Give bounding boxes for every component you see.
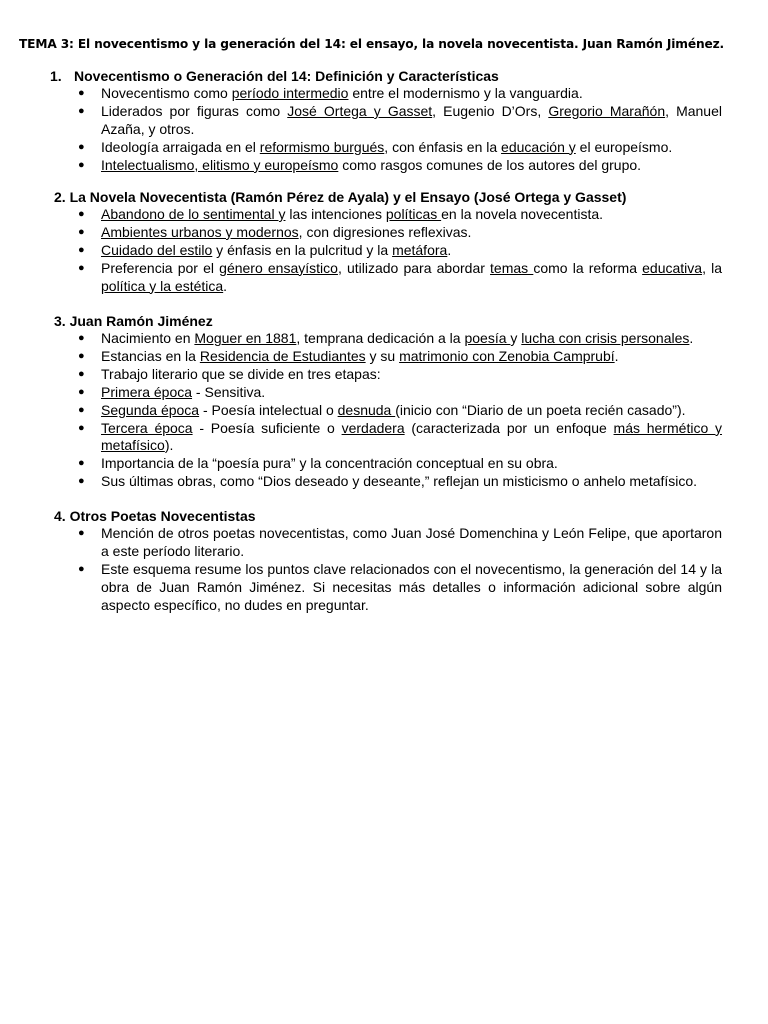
bullet-icon: ● — [78, 457, 85, 470]
section-heading: 4. Otros Poetas Novecentistas — [54, 508, 256, 524]
underlined-text: Gregorio Marañón — [548, 102, 666, 119]
bullet-icon: ● — [78, 158, 85, 171]
list-item — [54, 224, 722, 242]
underlined-text: género ensayístico — [219, 259, 338, 276]
text-run: Trabajo literario que se divide en tres etapas: — [101, 365, 381, 382]
section-3 — [54, 312, 722, 491]
list-item — [54, 330, 722, 348]
underlined-text: Segunda época — [101, 401, 200, 418]
text-run: (caracterizada por un enfoque — [404, 419, 614, 436]
text-run: Ideología arraigada en el — [101, 138, 260, 155]
underlined-text: Ambientes urbanos y modernos — [101, 223, 299, 240]
underlined-text: políticas — [385, 206, 442, 222]
underlined-text: política y la estética — [101, 277, 224, 294]
bullet-icon: ● — [78, 403, 85, 416]
text-run: Nacimiento en — [101, 330, 195, 346]
section-heading: 2. La Novela Novecentista (Ramón Pérez de Ayala) y el Ensayo (José Ortega y Gasset) — [54, 189, 627, 205]
text-run: Estancias en la — [101, 347, 200, 364]
bullet-icon: ● — [78, 562, 85, 575]
section-4 — [54, 507, 722, 615]
list-item — [54, 206, 722, 224]
underlined-text: Primera época — [101, 383, 193, 400]
text-run: las intenciones — [285, 206, 386, 222]
bullet-icon: ● — [78, 475, 85, 488]
list-item — [54, 384, 722, 402]
list-item — [54, 157, 722, 175]
document-title: TEMA 3: El novecentismo y la generación del 14: el ensayo, la novela novecentista. Juan Ramón Jiménez. — [19, 37, 725, 51]
section-heading-text: Novecentismo o Generación del 14: Definición y Características — [74, 68, 499, 84]
underlined-text: matrimonio con Zenobia Camprubí — [399, 347, 615, 364]
section-1 — [50, 67, 722, 175]
underlined-text: lucha con crisis personales — [521, 330, 690, 346]
bullet-icon: ● — [78, 208, 85, 220]
underlined-text: verdadera — [341, 419, 405, 436]
bullet-list — [54, 206, 722, 296]
text-run: . — [689, 330, 694, 346]
section-heading: 3. Juan Ramón Jiménez — [54, 313, 213, 329]
text-run: Importancia de la “poesía pura” y la concentración conceptual en su obra. — [101, 455, 558, 472]
text-run: , Manuel Azaña, y otros. — [101, 102, 722, 137]
underlined-text: desnuda — [337, 401, 396, 418]
list-item — [54, 139, 722, 157]
section-heading — [50, 67, 718, 85]
list-item — [54, 561, 722, 615]
bullet-icon: ● — [78, 104, 85, 117]
text-run: (inicio con “Diario de un poeta recién casado”). — [395, 401, 686, 418]
underlined-text: Cuidado del estilo — [101, 241, 213, 258]
text-run: en la novela novecentista. — [441, 206, 604, 222]
text-run: , temprana dedicación a la — [296, 330, 465, 346]
underlined-text: Residencia de Estudiantes — [199, 347, 366, 364]
underlined-text: José Ortega y Gasset — [287, 102, 433, 119]
bullet-icon: ● — [78, 349, 85, 362]
underlined-text: Tercera época — [101, 419, 193, 436]
bullet-icon: ● — [78, 225, 85, 238]
underlined-text: Intelectualismo, elitismo y europeísmo — [101, 156, 339, 173]
bullet-icon: ● — [78, 367, 85, 380]
bullet-icon: ● — [78, 243, 85, 256]
underlined-text: poesía — [464, 330, 511, 346]
text-run: Mención de otros poetas novecentistas, como Juan José Domenchina y León Felipe, que aportaron a este período literario. — [101, 525, 722, 559]
text-run: el europeísmo. — [575, 138, 673, 155]
bullet-icon: ● — [78, 140, 85, 153]
text-run: , utilizado para abordar — [337, 259, 491, 276]
bullet-icon: ● — [78, 87, 85, 99]
text-run: . — [223, 277, 228, 294]
bullet-icon: ● — [78, 261, 85, 274]
text-run: , con digresiones reflexivas. — [298, 223, 472, 240]
underlined-text: Moguer en 1881 — [194, 330, 297, 346]
list-item — [54, 402, 722, 420]
list-item — [54, 420, 722, 456]
text-run: . — [614, 347, 619, 364]
text-run: Preferencia por el — [101, 259, 220, 276]
list-item — [54, 260, 722, 296]
text-run: , Eugenio D’Ors, — [432, 102, 549, 119]
underlined-text: período intermedio — [231, 85, 349, 101]
text-run: . — [447, 241, 452, 258]
list-item — [54, 366, 722, 384]
underlined-text: metáfora — [392, 241, 448, 258]
underlined-text: educativa — [642, 259, 703, 276]
section-2 — [54, 188, 722, 296]
list-item — [54, 348, 722, 366]
text-run: Novecentismo como — [101, 85, 232, 101]
bullet-icon: ● — [78, 385, 85, 398]
list-item — [54, 103, 722, 139]
text-run: y su — [365, 347, 400, 364]
text-run: , la — [702, 259, 722, 276]
text-run: como la reforma — [533, 259, 643, 276]
text-run: ). — [164, 437, 174, 454]
text-run: entre el modernismo y la vanguardia. — [348, 85, 583, 101]
text-run: Este esquema resume los puntos clave relacionados con el novecentismo, la generación del 14 y la obra de Juan Ramón Jiménez. Si necesitas más detalles o información adicional sobre algún aspecto específico, no dudes en preguntar. — [101, 560, 722, 613]
bullet-icon: ● — [78, 527, 85, 539]
underlined-text: temas — [490, 259, 534, 276]
text-run: , con énfasis en la — [384, 138, 502, 155]
list-item — [54, 242, 722, 260]
list-item — [54, 473, 722, 491]
bullet-icon: ● — [78, 421, 85, 434]
list-item — [54, 455, 722, 473]
underlined-text: Abandono de lo sentimental y — [101, 206, 286, 222]
list-item — [54, 85, 722, 103]
underlined-text: educación y — [501, 138, 576, 155]
bullet-list — [54, 330, 722, 491]
bullet-list — [54, 85, 722, 175]
text-run: y énfasis en la pulcritud y la — [212, 241, 393, 258]
section-number: 1. — [50, 68, 62, 84]
bullet-icon: ● — [78, 332, 85, 344]
text-run: - Poesía suficiente o — [192, 419, 342, 436]
underlined-text: más hermético y metafísico — [101, 419, 722, 454]
text-run: y — [510, 330, 522, 346]
bullet-list — [54, 525, 722, 615]
text-run: - Sensitiva. — [192, 383, 266, 400]
list-item — [54, 525, 722, 561]
underlined-text: reformismo burgués — [259, 138, 385, 155]
text-run: Sus últimas obras, como “Dios deseado y deseante,” reflejan un misticismo o anhelo metafísico. — [101, 473, 698, 490]
text-run: - Poesía intelectual o — [199, 401, 338, 418]
text-run: como rasgos comunes de los autores del grupo. — [338, 156, 642, 173]
text-run: Liderados por figuras como — [101, 102, 288, 119]
